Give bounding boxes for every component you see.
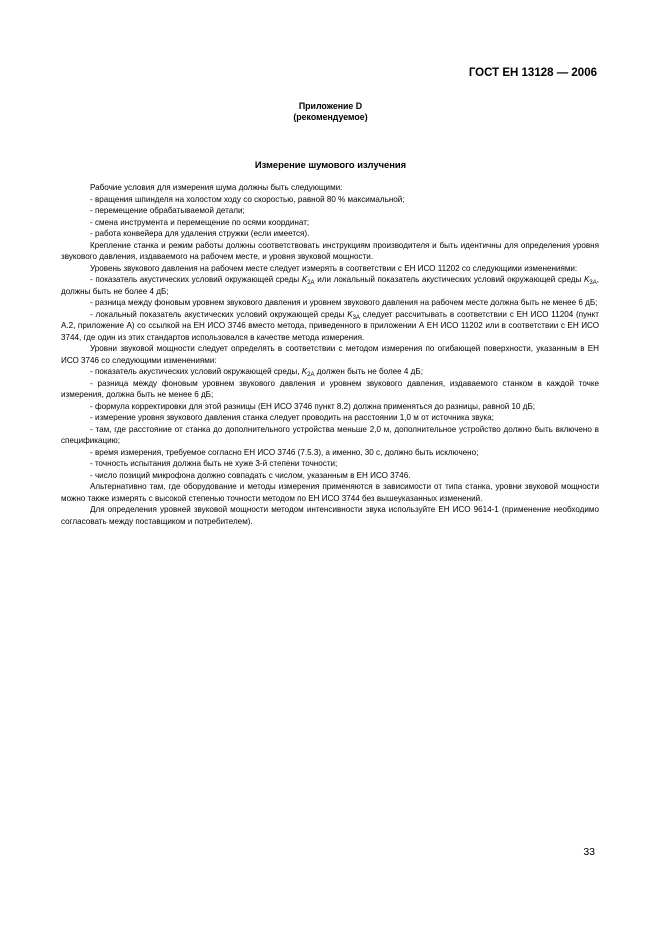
k3a-subscript: 3A xyxy=(352,314,360,321)
list-item: - число позиций микрофона должно совпадать с числом, указанным в ЕН ИСО 3746. xyxy=(90,470,411,480)
text: , должны быть не более 4 дБ; xyxy=(61,275,599,296)
list-item: - смена инструмента и перемещение по осями координат; xyxy=(90,217,310,227)
paragraph: Уровни звуковой мощности следует определять в соответствии с методом измерения по огибающей поверхности, указанным в ЕН ИСО 3746 со следующими изменениями: xyxy=(61,344,599,365)
list-item: - работа конвейера для удаления стружки (если имеется). xyxy=(90,229,310,238)
page-number: 33 xyxy=(583,846,595,858)
section-title: Измерение шумового излучения xyxy=(254,159,407,170)
list-item: - разница между фоновым уровнем звукового давления и уровнем звукового давления, издаваемого станком в каждой точке измерения, должна быть не менее 6 дБ; xyxy=(61,378,599,399)
document-body xyxy=(61,182,599,527)
text: - локальный показатель акустических условий окружающей среды xyxy=(90,309,348,319)
list-item: - время измерения, требуемое согласно ЕН ИСО 3746 (7.5.3), а именно, 30 с, должно быть исключено; xyxy=(90,447,479,457)
paragraph: Для определения уровней звуковой мощности методом интенсивности звука используйте ЕН ИСО 9614-1 (применение необходимо согласовать между поставщиком и потребителем). xyxy=(61,505,599,526)
list-item: - разница между фоновым уровнем звукового давления и уровнем звукового давления на рабочем месте должна быть не менее 6 дБ; xyxy=(90,298,598,307)
k3a-subscript: 3A xyxy=(589,280,597,286)
text: - показатель акустических условий окружающей среды xyxy=(90,275,302,284)
k2a-subscript: 2A xyxy=(307,280,315,286)
annex-status: (рекомендуемое) xyxy=(293,112,368,122)
paragraph: Альтернативно там, где оборудование и методы измерения применяются в зависимости от типа станка, уровни звуковой мощности можно также измерять с высокой степенью точности методом по ЕН ИСО 3744 без вышеуказанных изменений. xyxy=(61,482,599,503)
paragraph: Крепление станка и режим работы должны соответствовать инструкциям производителя и быть идентичны для определения уровня звукового давления, издаваемого на рабочем месте, и уровня звуковой мощности. xyxy=(61,240,599,261)
list-item: - формула корректировки для этой разницы (ЕН ИСО 3746 пункт 8.2) должна применяться до разницы, равной 10 дБ; xyxy=(90,401,536,411)
paragraph: Рабочие условия для измерения шума должны быть следующими: xyxy=(90,183,343,192)
list-item: - перемещение обрабатываемой детали; xyxy=(90,206,245,215)
text: следует рассчитывать в соответствии с ЕН ИСО 11204 (пункт А.2, приложение А) со ссылкой на ЕН ИСО 3746 вместо метода, приведенного в приложении А ЕН ИСО 11202 или в соответствии с ЕН ИСО 3744, где один из этих стандартов использовался в качестве метода измерения. xyxy=(61,309,599,342)
k3a-symbol: K xyxy=(347,309,353,319)
paragraph: Уровень звукового давления на рабочем месте следует измерять в соответствии с ЕН ИСО 11202 со следующими изменениями: xyxy=(90,263,578,273)
text: должен быть не более 4 дБ; xyxy=(314,367,423,376)
list-item: - вращения шпинделя на холостом ходу со скоростью, равной 80 % максимальной; xyxy=(90,194,405,204)
text: - показатель акустических условий окружающей среды, xyxy=(90,367,302,376)
k2a-symbol: K xyxy=(301,367,308,376)
list-item: - там, где расстояние от станка до дополнительного устройства меньше 2,0 м, дополнительное устройство должно быть включено в спецификацию; xyxy=(61,424,599,445)
text: или локальный показатель акустических условий окружающей среды xyxy=(314,275,584,284)
list-item xyxy=(61,309,599,344)
annex-name: Приложение D xyxy=(298,101,363,111)
k2a-subscript: 2A xyxy=(307,372,315,378)
k2a-symbol: K xyxy=(301,275,308,284)
list-item: - измерение уровня звукового давления станка следует проводить на расстоянии 1,0 м от источника звука; xyxy=(90,413,494,422)
k3a-symbol: K xyxy=(583,275,590,284)
document-header: ГОСТ ЕН 13128 — 2006 xyxy=(468,67,597,79)
list-item: - точность испытания должна быть не хуже 3-й степени точности; xyxy=(90,459,338,468)
list-item xyxy=(61,366,599,378)
list-item xyxy=(61,274,599,297)
